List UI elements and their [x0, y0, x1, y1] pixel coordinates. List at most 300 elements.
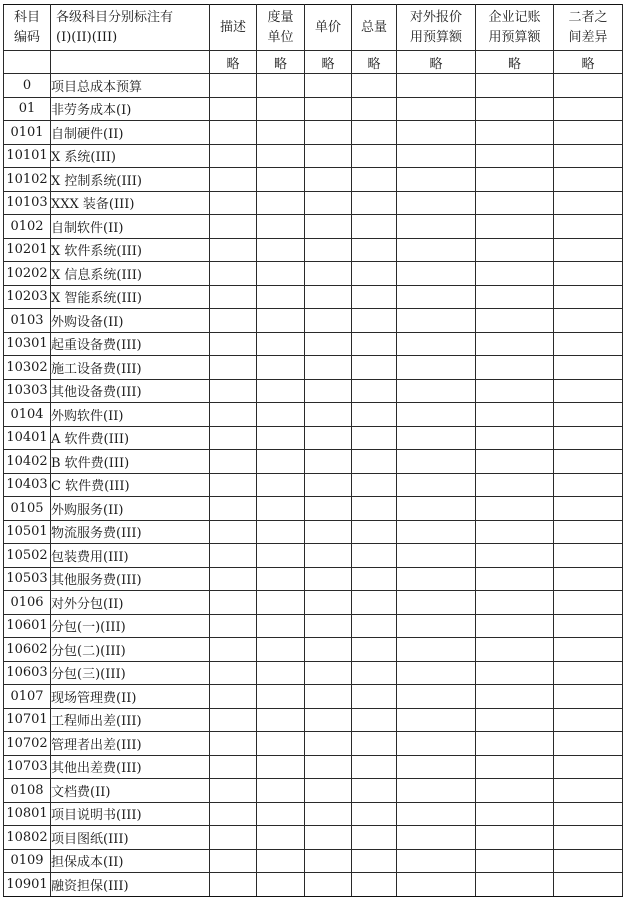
- table-row: [4, 779, 623, 803]
- empty-value-cell: [305, 356, 352, 380]
- empty-value-cell: [476, 97, 554, 121]
- subject-code-cell: 10502: [4, 544, 51, 568]
- table-row: [4, 826, 623, 850]
- empty-value-cell: [352, 285, 397, 309]
- subject-name-cell: 其他出差费(III): [51, 755, 210, 779]
- empty-value-cell: [257, 638, 305, 662]
- empty-value-cell: [210, 567, 257, 591]
- table-row: [4, 591, 623, 615]
- empty-value-cell: [554, 614, 623, 638]
- empty-value-cell: [397, 497, 476, 521]
- empty-value-cell: [305, 685, 352, 709]
- subject-name-cell: 外购设备(II): [51, 309, 210, 333]
- subject-name-cell: 对外分包(II): [51, 591, 210, 615]
- empty-value-cell: [352, 661, 397, 685]
- empty-value-cell: [305, 614, 352, 638]
- subject-code-cell: 10503: [4, 567, 51, 591]
- omit-cell-blank: [51, 51, 210, 74]
- empty-value-cell: [397, 332, 476, 356]
- empty-value-cell: [476, 473, 554, 497]
- empty-value-cell: [476, 144, 554, 168]
- empty-value-cell: [476, 544, 554, 568]
- subject-code-cell: 10201: [4, 238, 51, 262]
- empty-value-cell: [554, 638, 623, 662]
- subject-name-cell: 担保成本(II): [51, 849, 210, 873]
- empty-value-cell: [257, 685, 305, 709]
- empty-value-cell: [210, 497, 257, 521]
- empty-value-cell: [257, 732, 305, 756]
- empty-value-cell: [305, 144, 352, 168]
- header-quantity: 总量: [352, 5, 397, 51]
- table-row: [4, 520, 623, 544]
- empty-value-cell: [210, 238, 257, 262]
- table-row: [4, 638, 623, 662]
- empty-value-cell: [210, 426, 257, 450]
- empty-value-cell: [257, 661, 305, 685]
- subject-name-cell: 融资担保(III): [51, 873, 210, 897]
- empty-value-cell: [397, 708, 476, 732]
- subject-code-cell: 10303: [4, 379, 51, 403]
- empty-value-cell: [305, 379, 352, 403]
- subject-name-cell: 包装费用(III): [51, 544, 210, 568]
- empty-value-cell: [210, 285, 257, 309]
- empty-value-cell: [397, 309, 476, 333]
- subject-code-cell: 10402: [4, 450, 51, 474]
- subject-name-cell: 自制硬件(II): [51, 121, 210, 145]
- empty-value-cell: [397, 732, 476, 756]
- table-row: [4, 168, 623, 192]
- omit-cell: 略: [257, 51, 305, 74]
- empty-value-cell: [476, 567, 554, 591]
- empty-value-cell: [352, 802, 397, 826]
- empty-value-cell: [210, 191, 257, 215]
- empty-value-cell: [554, 97, 623, 121]
- empty-value-cell: [257, 309, 305, 333]
- empty-value-cell: [554, 74, 623, 98]
- header-subject-code: 科目 编码: [4, 5, 51, 51]
- empty-value-cell: [257, 614, 305, 638]
- empty-value-cell: [352, 121, 397, 145]
- empty-value-cell: [476, 661, 554, 685]
- empty-value-cell: [397, 426, 476, 450]
- empty-value-cell: [210, 685, 257, 709]
- empty-value-cell: [257, 826, 305, 850]
- empty-value-cell: [210, 661, 257, 685]
- empty-value-cell: [554, 168, 623, 192]
- empty-value-cell: [554, 661, 623, 685]
- empty-value-cell: [476, 332, 554, 356]
- empty-value-cell: [210, 215, 257, 239]
- subject-name-cell: 项目总成本预算: [51, 74, 210, 98]
- subject-code-cell: 10501: [4, 520, 51, 544]
- subject-name-cell: B 软件费(III): [51, 450, 210, 474]
- empty-value-cell: [554, 379, 623, 403]
- empty-value-cell: [210, 849, 257, 873]
- subject-name-cell: XXX 装备(III): [51, 191, 210, 215]
- table-row: [4, 802, 623, 826]
- omit-cell: 略: [210, 51, 257, 74]
- empty-value-cell: [305, 826, 352, 850]
- subject-code-cell: 10403: [4, 473, 51, 497]
- subject-code-cell: 01: [4, 97, 51, 121]
- empty-value-cell: [257, 849, 305, 873]
- table-row: [4, 873, 623, 897]
- empty-value-cell: [305, 497, 352, 521]
- subject-name-cell: X 系统(III): [51, 144, 210, 168]
- empty-value-cell: [210, 520, 257, 544]
- subject-name-cell: 物流服务费(III): [51, 520, 210, 544]
- empty-value-cell: [210, 544, 257, 568]
- subject-code-cell: 10401: [4, 426, 51, 450]
- empty-value-cell: [397, 826, 476, 850]
- empty-value-cell: [352, 779, 397, 803]
- empty-value-cell: [397, 379, 476, 403]
- table-row: [4, 285, 623, 309]
- empty-value-cell: [397, 638, 476, 662]
- subject-code-cell: 0103: [4, 309, 51, 333]
- empty-value-cell: [397, 685, 476, 709]
- empty-value-cell: [210, 74, 257, 98]
- empty-value-cell: [352, 826, 397, 850]
- empty-value-cell: [257, 191, 305, 215]
- empty-value-cell: [476, 685, 554, 709]
- empty-value-cell: [397, 356, 476, 380]
- omitted-values-row: [4, 51, 623, 74]
- subject-name-cell: 项目说明书(III): [51, 802, 210, 826]
- empty-value-cell: [554, 779, 623, 803]
- empty-value-cell: [554, 732, 623, 756]
- subject-name-cell: C 软件费(III): [51, 473, 210, 497]
- table-row: [4, 473, 623, 497]
- empty-value-cell: [397, 567, 476, 591]
- empty-value-cell: [257, 262, 305, 286]
- empty-value-cell: [210, 403, 257, 427]
- subject-code-cell: 10601: [4, 614, 51, 638]
- subject-code-cell: 0108: [4, 779, 51, 803]
- empty-value-cell: [476, 708, 554, 732]
- empty-value-cell: [476, 826, 554, 850]
- table-row: [4, 121, 623, 145]
- empty-value-cell: [397, 520, 476, 544]
- empty-value-cell: [257, 403, 305, 427]
- table-row: [4, 450, 623, 474]
- subject-name-cell: 项目图纸(III): [51, 826, 210, 850]
- empty-value-cell: [210, 309, 257, 333]
- empty-value-cell: [397, 191, 476, 215]
- empty-value-cell: [352, 685, 397, 709]
- empty-value-cell: [210, 802, 257, 826]
- empty-value-cell: [352, 332, 397, 356]
- empty-value-cell: [476, 191, 554, 215]
- empty-value-cell: [476, 168, 554, 192]
- empty-value-cell: [257, 497, 305, 521]
- subject-code-cell: 10202: [4, 262, 51, 286]
- empty-value-cell: [554, 191, 623, 215]
- empty-value-cell: [352, 168, 397, 192]
- empty-value-cell: [210, 826, 257, 850]
- empty-value-cell: [397, 802, 476, 826]
- empty-value-cell: [210, 168, 257, 192]
- empty-value-cell: [352, 520, 397, 544]
- empty-value-cell: [352, 191, 397, 215]
- empty-value-cell: [352, 215, 397, 239]
- table-row: [4, 191, 623, 215]
- empty-value-cell: [554, 309, 623, 333]
- subject-code-cell: 0107: [4, 685, 51, 709]
- empty-value-cell: [554, 262, 623, 286]
- table-row: [4, 732, 623, 756]
- empty-value-cell: [476, 356, 554, 380]
- empty-value-cell: [352, 74, 397, 98]
- subject-code-cell: 0104: [4, 403, 51, 427]
- empty-value-cell: [352, 97, 397, 121]
- empty-value-cell: [476, 591, 554, 615]
- empty-value-cell: [352, 379, 397, 403]
- empty-value-cell: [305, 567, 352, 591]
- table-row: [4, 497, 623, 521]
- empty-value-cell: [257, 285, 305, 309]
- empty-value-cell: [210, 356, 257, 380]
- subject-code-cell: 10802: [4, 826, 51, 850]
- table-row: [4, 74, 623, 98]
- subject-name-cell: X 控制系统(III): [51, 168, 210, 192]
- omit-cell: 略: [397, 51, 476, 74]
- empty-value-cell: [305, 403, 352, 427]
- subject-name-cell: 分包(一)(III): [51, 614, 210, 638]
- omit-cell: 略: [476, 51, 554, 74]
- empty-value-cell: [352, 144, 397, 168]
- empty-value-cell: [352, 873, 397, 897]
- empty-value-cell: [554, 520, 623, 544]
- empty-value-cell: [305, 285, 352, 309]
- empty-value-cell: [352, 497, 397, 521]
- empty-value-cell: [397, 873, 476, 897]
- empty-value-cell: [257, 520, 305, 544]
- subject-name-cell: 管理者出差(III): [51, 732, 210, 756]
- empty-value-cell: [397, 614, 476, 638]
- empty-value-cell: [554, 708, 623, 732]
- empty-value-cell: [305, 262, 352, 286]
- subject-name-cell: 其他服务费(III): [51, 567, 210, 591]
- empty-value-cell: [257, 779, 305, 803]
- table-row: [4, 97, 623, 121]
- empty-value-cell: [305, 755, 352, 779]
- empty-value-cell: [397, 661, 476, 685]
- empty-value-cell: [554, 567, 623, 591]
- subject-code-cell: 0106: [4, 591, 51, 615]
- empty-value-cell: [554, 121, 623, 145]
- empty-value-cell: [210, 332, 257, 356]
- header-unit-price: 单价: [305, 5, 352, 51]
- empty-value-cell: [476, 614, 554, 638]
- empty-value-cell: [257, 168, 305, 192]
- subject-name-cell: 外购服务(II): [51, 497, 210, 521]
- cost-budget-table: [3, 4, 623, 897]
- table-row: [4, 309, 623, 333]
- empty-value-cell: [397, 74, 476, 98]
- empty-value-cell: [554, 403, 623, 427]
- table-row: [4, 215, 623, 239]
- empty-value-cell: [352, 732, 397, 756]
- table-row: [4, 403, 623, 427]
- table-row: [4, 755, 623, 779]
- subject-code-cell: 10602: [4, 638, 51, 662]
- empty-value-cell: [476, 638, 554, 662]
- header-subject-name: 各级科目分别标注有 (I)(II)(III): [51, 5, 210, 51]
- empty-value-cell: [476, 802, 554, 826]
- subject-code-cell: 10701: [4, 708, 51, 732]
- empty-value-cell: [305, 661, 352, 685]
- empty-value-cell: [352, 262, 397, 286]
- empty-value-cell: [352, 849, 397, 873]
- table-row: [4, 708, 623, 732]
- subject-code-cell: 10103: [4, 191, 51, 215]
- empty-value-cell: [476, 74, 554, 98]
- subject-name-cell: 施工设备费(III): [51, 356, 210, 380]
- empty-value-cell: [352, 567, 397, 591]
- table-row: [4, 379, 623, 403]
- empty-value-cell: [476, 309, 554, 333]
- empty-value-cell: [352, 426, 397, 450]
- empty-value-cell: [476, 779, 554, 803]
- empty-value-cell: [305, 591, 352, 615]
- table-row: [4, 144, 623, 168]
- subject-code-cell: 10702: [4, 732, 51, 756]
- empty-value-cell: [210, 779, 257, 803]
- empty-value-cell: [352, 591, 397, 615]
- empty-value-cell: [210, 732, 257, 756]
- subject-name-cell: 自制软件(II): [51, 215, 210, 239]
- empty-value-cell: [257, 591, 305, 615]
- empty-value-cell: [352, 238, 397, 262]
- header-accounting-budget: 企业记账 用预算额: [476, 5, 554, 51]
- empty-value-cell: [305, 473, 352, 497]
- empty-value-cell: [257, 215, 305, 239]
- empty-value-cell: [305, 450, 352, 474]
- subject-code-cell: 10301: [4, 332, 51, 356]
- empty-value-cell: [257, 755, 305, 779]
- subject-code-cell: 10302: [4, 356, 51, 380]
- table-row: [4, 262, 623, 286]
- empty-value-cell: [476, 215, 554, 239]
- empty-value-cell: [554, 285, 623, 309]
- empty-value-cell: [397, 238, 476, 262]
- empty-value-cell: [397, 544, 476, 568]
- empty-value-cell: [305, 708, 352, 732]
- subject-code-cell: 10203: [4, 285, 51, 309]
- empty-value-cell: [554, 826, 623, 850]
- table-row: [4, 661, 623, 685]
- header-difference: 二者之 间差异: [554, 5, 623, 51]
- empty-value-cell: [305, 802, 352, 826]
- empty-value-cell: [210, 591, 257, 615]
- subject-name-cell: 其他设备费(III): [51, 379, 210, 403]
- empty-value-cell: [554, 802, 623, 826]
- empty-value-cell: [257, 121, 305, 145]
- table-row: [4, 238, 623, 262]
- empty-value-cell: [257, 238, 305, 262]
- empty-value-cell: [257, 332, 305, 356]
- empty-value-cell: [554, 356, 623, 380]
- subject-name-cell: X 智能系统(III): [51, 285, 210, 309]
- empty-value-cell: [210, 144, 257, 168]
- empty-value-cell: [305, 426, 352, 450]
- omit-cell: 略: [305, 51, 352, 74]
- empty-value-cell: [210, 379, 257, 403]
- empty-value-cell: [554, 544, 623, 568]
- empty-value-cell: [257, 708, 305, 732]
- empty-value-cell: [352, 309, 397, 333]
- subject-name-cell: A 软件费(III): [51, 426, 210, 450]
- empty-value-cell: [476, 379, 554, 403]
- subject-code-cell: 0102: [4, 215, 51, 239]
- header-external-quote-budget: 对外报价 用预算额: [397, 5, 476, 51]
- empty-value-cell: [210, 638, 257, 662]
- empty-value-cell: [476, 450, 554, 474]
- subject-name-cell: 起重设备费(III): [51, 332, 210, 356]
- empty-value-cell: [257, 473, 305, 497]
- empty-value-cell: [305, 191, 352, 215]
- subject-name-cell: 文档费(II): [51, 779, 210, 803]
- empty-value-cell: [476, 497, 554, 521]
- empty-value-cell: [210, 473, 257, 497]
- subject-code-cell: 10801: [4, 802, 51, 826]
- empty-value-cell: [210, 708, 257, 732]
- empty-value-cell: [476, 873, 554, 897]
- subject-name-cell: X 信息系统(III): [51, 262, 210, 286]
- empty-value-cell: [257, 544, 305, 568]
- empty-value-cell: [352, 403, 397, 427]
- subject-code-cell: 10703: [4, 755, 51, 779]
- subject-name-cell: 现场管理费(II): [51, 685, 210, 709]
- empty-value-cell: [305, 97, 352, 121]
- empty-value-cell: [305, 121, 352, 145]
- subject-name-cell: 分包(二)(III): [51, 638, 210, 662]
- empty-value-cell: [352, 473, 397, 497]
- subject-name-cell: X 软件系统(III): [51, 238, 210, 262]
- header-unit: 度量 单位: [257, 5, 305, 51]
- empty-value-cell: [554, 426, 623, 450]
- empty-value-cell: [210, 873, 257, 897]
- subject-name-cell: 分包(三)(III): [51, 661, 210, 685]
- empty-value-cell: [397, 285, 476, 309]
- empty-value-cell: [476, 121, 554, 145]
- empty-value-cell: [257, 379, 305, 403]
- empty-value-cell: [257, 356, 305, 380]
- empty-value-cell: [257, 97, 305, 121]
- empty-value-cell: [554, 238, 623, 262]
- empty-value-cell: [476, 426, 554, 450]
- empty-value-cell: [210, 262, 257, 286]
- table-row: [4, 356, 623, 380]
- empty-value-cell: [554, 332, 623, 356]
- empty-value-cell: [210, 614, 257, 638]
- omit-cell-blank: [4, 51, 51, 74]
- empty-value-cell: [476, 285, 554, 309]
- empty-value-cell: [305, 74, 352, 98]
- empty-value-cell: [210, 97, 257, 121]
- empty-value-cell: [554, 473, 623, 497]
- empty-value-cell: [352, 544, 397, 568]
- table-row: [4, 567, 623, 591]
- empty-value-cell: [397, 97, 476, 121]
- table-row: [4, 614, 623, 638]
- empty-value-cell: [554, 685, 623, 709]
- empty-value-cell: [397, 849, 476, 873]
- empty-value-cell: [257, 802, 305, 826]
- header-description: 描述: [210, 5, 257, 51]
- empty-value-cell: [397, 450, 476, 474]
